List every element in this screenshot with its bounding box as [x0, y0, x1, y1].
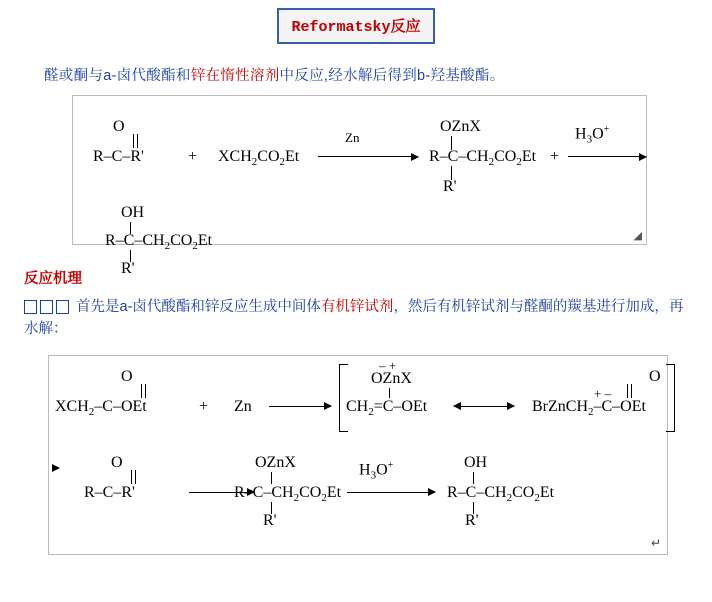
placeholder-box-1 [24, 300, 37, 314]
scheme2-prod-bond-up [473, 472, 474, 484]
mechanism-text-2: ，然后有机锌试剂与醛酮的羰基进行加成，再水解： [24, 299, 684, 338]
scheme2-product-main: $R-C-CH_2CO_2Et$ [447, 483, 555, 505]
scheme1-hydrolysis: $H_3O^+$ [575, 124, 610, 146]
scheme2-resonance-arrow [454, 406, 514, 407]
scheme2-ketone-oxygen: O [111, 453, 123, 471]
mechanism-paragraph [24, 296, 684, 341]
scheme1-ketone-oxygen: O [113, 118, 125, 135]
mechanism-highlight: 有机锌试剂 [320, 299, 394, 315]
scheme2-ketone-dbl-a [131, 470, 132, 484]
scheme1-product-top: OH [121, 204, 145, 221]
placeholder-box-2 [40, 300, 53, 314]
intro-text-part1: 醛或酮与a-卤代酸酯和 [44, 68, 191, 84]
paragraph-mark-icon: ↵ [650, 535, 661, 550]
title-container [0, 8, 712, 44]
scheme2-enolate-top: OZnX [371, 369, 412, 387]
scheme1-ketone: R–C–R' [93, 148, 144, 165]
scheme2-intermediate-bottom: R' [263, 511, 277, 529]
scheme1-double-bond-a [133, 134, 134, 148]
scheme2-product-top: OH [464, 453, 488, 471]
scheme1-product-main: $R-C-CH_2CO_2Et$ [105, 232, 213, 253]
scheme2-int-bond-up [271, 472, 272, 484]
scheme2-arrow-1 [269, 406, 331, 407]
intro-highlight: 锌在惰性溶剂 [190, 68, 280, 84]
scheme1-plus-2: + [550, 148, 560, 165]
scheme2-ester-oxygen: O [121, 367, 133, 385]
scheme2-product-bottom: R' [465, 511, 479, 529]
section-heading: 反应机理 [24, 271, 82, 287]
scheme2-res-dbl-b [631, 384, 632, 398]
scheme2-resonance-oxygen: O [649, 367, 661, 385]
scheme2-enolate-bond [389, 388, 390, 398]
placeholder-box-3 [56, 300, 69, 314]
scheme2-resonance-main: BrZnCH$_2$–C–OEt [532, 397, 646, 419]
scheme2-arrow-3 [347, 492, 435, 493]
scheme1-double-bond-b [137, 134, 138, 148]
intro-paragraph [44, 64, 712, 85]
intro-text-part2: 中反应,经水解后得到b-羟基酸酯。 [279, 68, 505, 84]
scheme2-ester-dbl-b [145, 384, 146, 398]
scheme1-halo-ester: $XCH_2CO_2Et$ [218, 148, 300, 169]
reaction-scheme-2 [48, 355, 668, 555]
scheme1-corner-mark: ◢ [633, 230, 642, 242]
scheme2-enolate-main: $CH_2=C$–OEt [346, 397, 428, 419]
scheme2-plus: + [199, 397, 209, 415]
scheme1-intermediate-bottom: R' [443, 178, 457, 195]
scheme1-arrow-1 [318, 156, 418, 157]
scheme1-arrow-2 [568, 156, 646, 157]
scheme2-intermediate-main: $R-C-CH_2CO_2Et$ [234, 483, 342, 505]
scheme1-product-bottom: R' [121, 260, 135, 277]
mechanism-text-1: 首先是a-卤代酸酯和锌反应生成中间体 [76, 299, 321, 315]
scheme1-intermediate-main: $R-C-CH_2CO_2Et$ [429, 148, 537, 169]
scheme2-intermediate-top: OZnX [255, 453, 296, 471]
scheme2-resonance-charges: + – [594, 385, 612, 401]
scheme2-res-dbl-a [627, 384, 628, 398]
scheme2-bracket-right [666, 364, 675, 432]
scheme2-zinc: Zn [234, 397, 252, 415]
reaction-scheme-1 [72, 95, 647, 277]
scheme2-ester: $XCH_2-C$–OEt [55, 397, 147, 419]
scheme2-ester-dbl-a [141, 384, 142, 398]
page-title: Reformatsky反应 [277, 8, 434, 44]
scheme1-intermediate-top: OZnX [440, 118, 481, 135]
scheme1-plus-1: + [188, 148, 198, 165]
scheme2-ketone: R–C–R' [84, 483, 135, 501]
scheme2-ketone-dbl-b [135, 470, 136, 484]
scheme1-arrow1-label: Zn [345, 130, 360, 145]
scheme2-enolate-charges: – + [379, 357, 397, 373]
scheme2-hydrolysis: $H_3O^+$ [359, 459, 394, 482]
